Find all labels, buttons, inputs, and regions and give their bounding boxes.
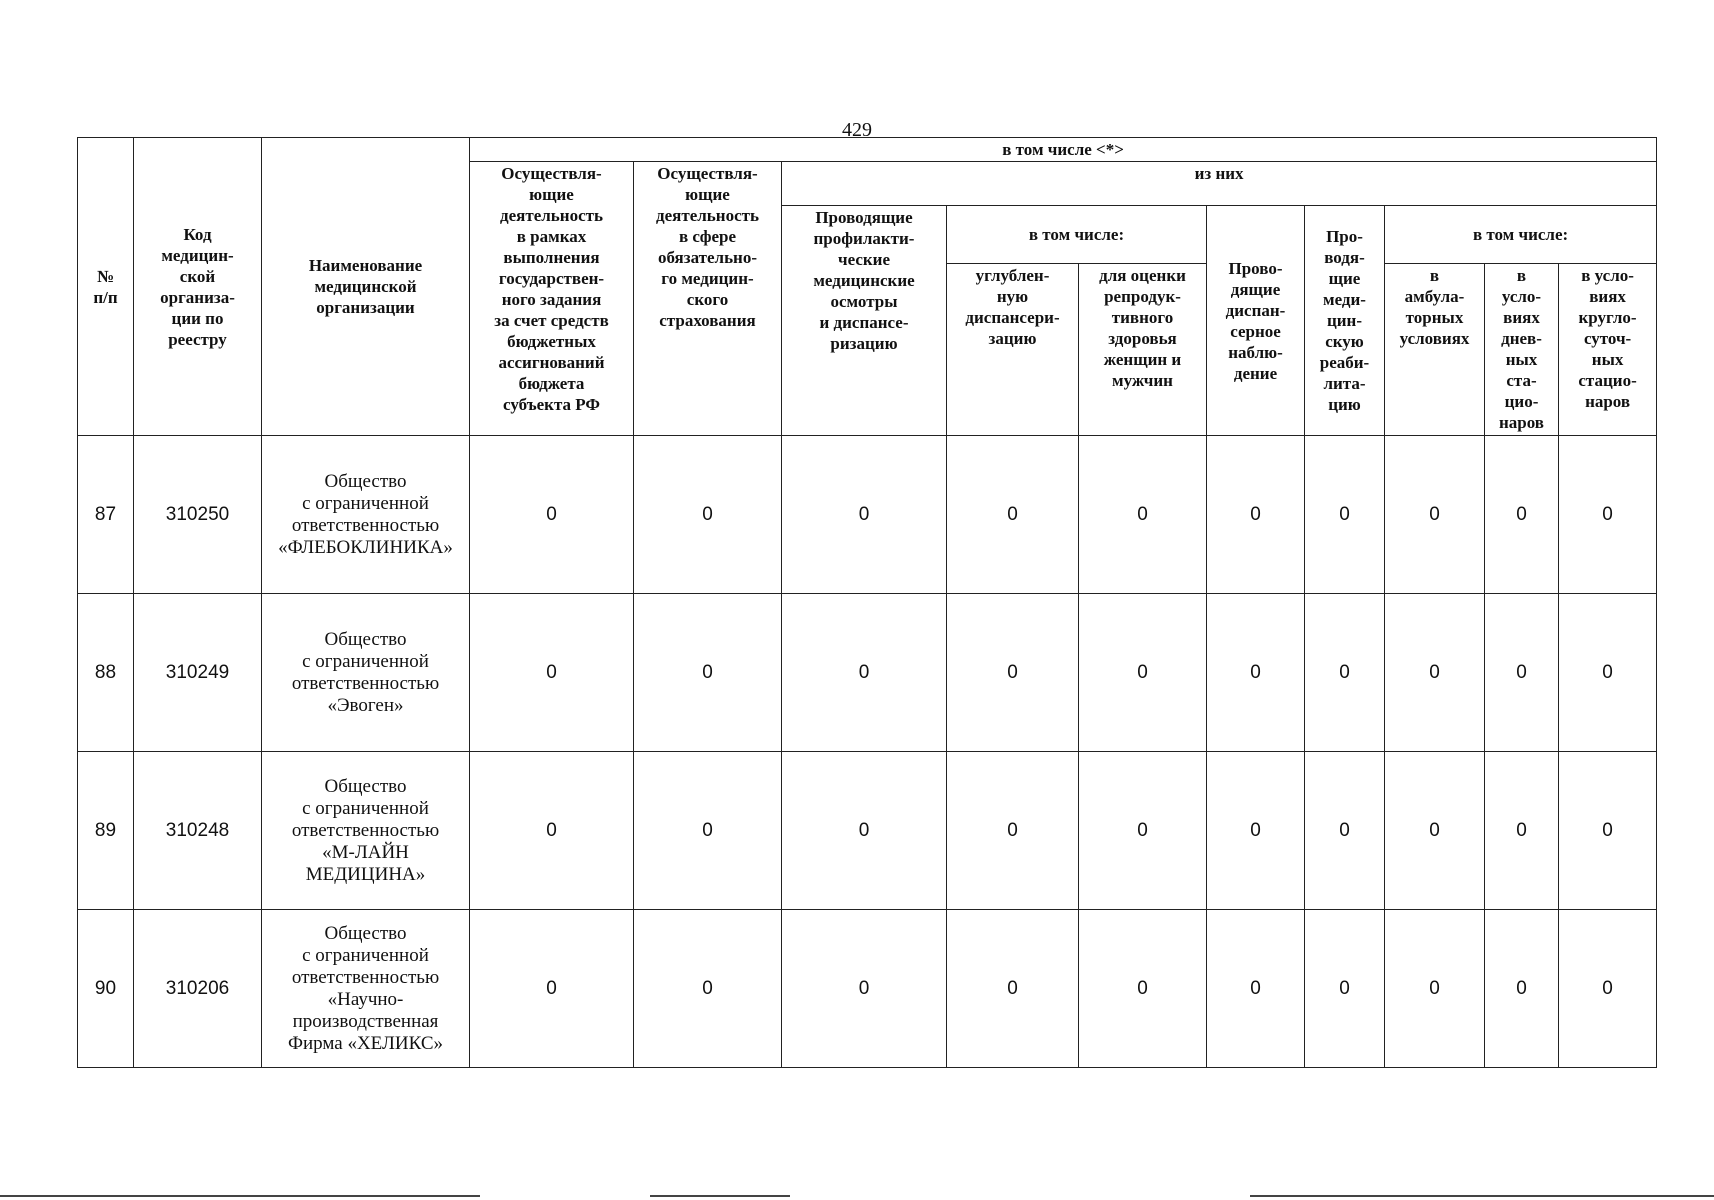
cell-num: 88: [78, 594, 134, 752]
cell-num: 90: [78, 910, 134, 1068]
header-including-2: в том числе:: [947, 206, 1207, 264]
header-round-hospital: в усло- виях кругло- суточ- ных стацио- наров: [1559, 264, 1657, 436]
header-name: Наименование медицинской организации: [262, 138, 470, 436]
scan-edge-line: [0, 1195, 480, 1197]
header-reproductive: для оценки репродук- тивного здоровья женщин и мужчин: [1079, 264, 1207, 436]
cell-org-name: Общество с ограниченной ответственностью «ФЛЕБОКЛИНИКА»: [262, 436, 470, 594]
cell-value: 0: [1079, 594, 1207, 752]
header-of-them: из них: [782, 162, 1657, 206]
cell-value: 0: [1559, 910, 1657, 1068]
cell-code: 310250: [134, 436, 262, 594]
header-code: Код медицин- ской организа- ции по реестру: [134, 138, 262, 436]
cell-value: 0: [634, 594, 782, 752]
cell-value: 0: [1207, 752, 1305, 910]
cell-value: 0: [782, 436, 947, 594]
header-rehab: Про- водя- щие меди- цин- скую реаби- лита- цию: [1305, 206, 1385, 436]
cell-value: 0: [1079, 910, 1207, 1068]
cell-value: 0: [1079, 436, 1207, 594]
header-dispensary: Прово- дящие диспан- серное наблю- дение: [1207, 206, 1305, 436]
cell-org-name: Общество с ограниченной ответственностью «Научно- производственная Фирма «ХЕЛИКС»: [262, 910, 470, 1068]
cell-value: 0: [634, 910, 782, 1068]
cell-value: 0: [1385, 910, 1485, 1068]
cell-num: 89: [78, 752, 134, 910]
cell-value: 0: [1485, 594, 1559, 752]
scan-edge-line: [650, 1195, 790, 1197]
header-prophylactic: Проводящие профилакти- ческие медицинские осмотры и диспансе- ризацию: [782, 206, 947, 436]
header-including-3: в том числе:: [1385, 206, 1657, 264]
cell-value: 0: [1305, 752, 1385, 910]
cell-value: 0: [1485, 752, 1559, 910]
cell-value: 0: [470, 752, 634, 910]
cell-value: 0: [1305, 910, 1385, 1068]
cell-value: 0: [1207, 910, 1305, 1068]
cell-code: 310249: [134, 594, 262, 752]
table-row: [78, 594, 1657, 752]
cell-value: 0: [947, 752, 1079, 910]
cell-value: 0: [947, 436, 1079, 594]
cell-value: 0: [470, 594, 634, 752]
cell-value: 0: [782, 594, 947, 752]
cell-value: 0: [1559, 436, 1657, 594]
table-row: [78, 436, 1657, 594]
cell-org-name: Общество с ограниченной ответственностью «Эвоген»: [262, 594, 470, 752]
cell-value: 0: [947, 910, 1079, 1068]
cell-value: 0: [782, 910, 947, 1068]
cell-value: 0: [1305, 436, 1385, 594]
cell-value: 0: [1559, 752, 1657, 910]
cell-value: 0: [1559, 594, 1657, 752]
cell-value: 0: [947, 594, 1079, 752]
cell-value: 0: [1385, 752, 1485, 910]
cell-value: 0: [1207, 436, 1305, 594]
cell-value: 0: [1485, 910, 1559, 1068]
cell-code: 310248: [134, 752, 262, 910]
cell-value: 0: [1079, 752, 1207, 910]
cell-value: 0: [1485, 436, 1559, 594]
header-num: № п/п: [78, 138, 134, 436]
header-budget: Осуществля- ющие деятельность в рамках выполнения государствен- ного задания за счет средств бюджетных ассигнований бюджета субъекта РФ: [470, 162, 634, 436]
page-number: 429: [842, 119, 872, 141]
cell-code: 310206: [134, 910, 262, 1068]
cell-value: 0: [1385, 436, 1485, 594]
cell-value: 0: [1207, 594, 1305, 752]
cell-value: 0: [1305, 594, 1385, 752]
header-oms: Осуществля- ющие деятельность в сфере обязательно- го медицин- ского страхования: [634, 162, 782, 436]
cell-value: 0: [470, 910, 634, 1068]
cell-org-name: Общество с ограниченной ответственностью «М-ЛАЙН МЕДИЦИНА»: [262, 752, 470, 910]
scan-edge-line: [1250, 1195, 1714, 1197]
cell-value: 0: [470, 436, 634, 594]
header-deep-dispensary: углублен- ную диспансери- зацию: [947, 264, 1079, 436]
cell-value: 0: [634, 752, 782, 910]
header-day-hospital: в усло- виях днев- ных ста- цио- наров: [1485, 264, 1559, 436]
table-row: [78, 910, 1657, 1068]
cell-value: 0: [1385, 594, 1485, 752]
register-table: [77, 137, 1657, 1068]
header-including: в том числе <*>: [470, 138, 1657, 162]
cell-num: 87: [78, 436, 134, 594]
header-ambulatory: в амбула- торных условиях: [1385, 264, 1485, 436]
cell-value: 0: [634, 436, 782, 594]
cell-value: 0: [782, 752, 947, 910]
table-row: [78, 752, 1657, 910]
